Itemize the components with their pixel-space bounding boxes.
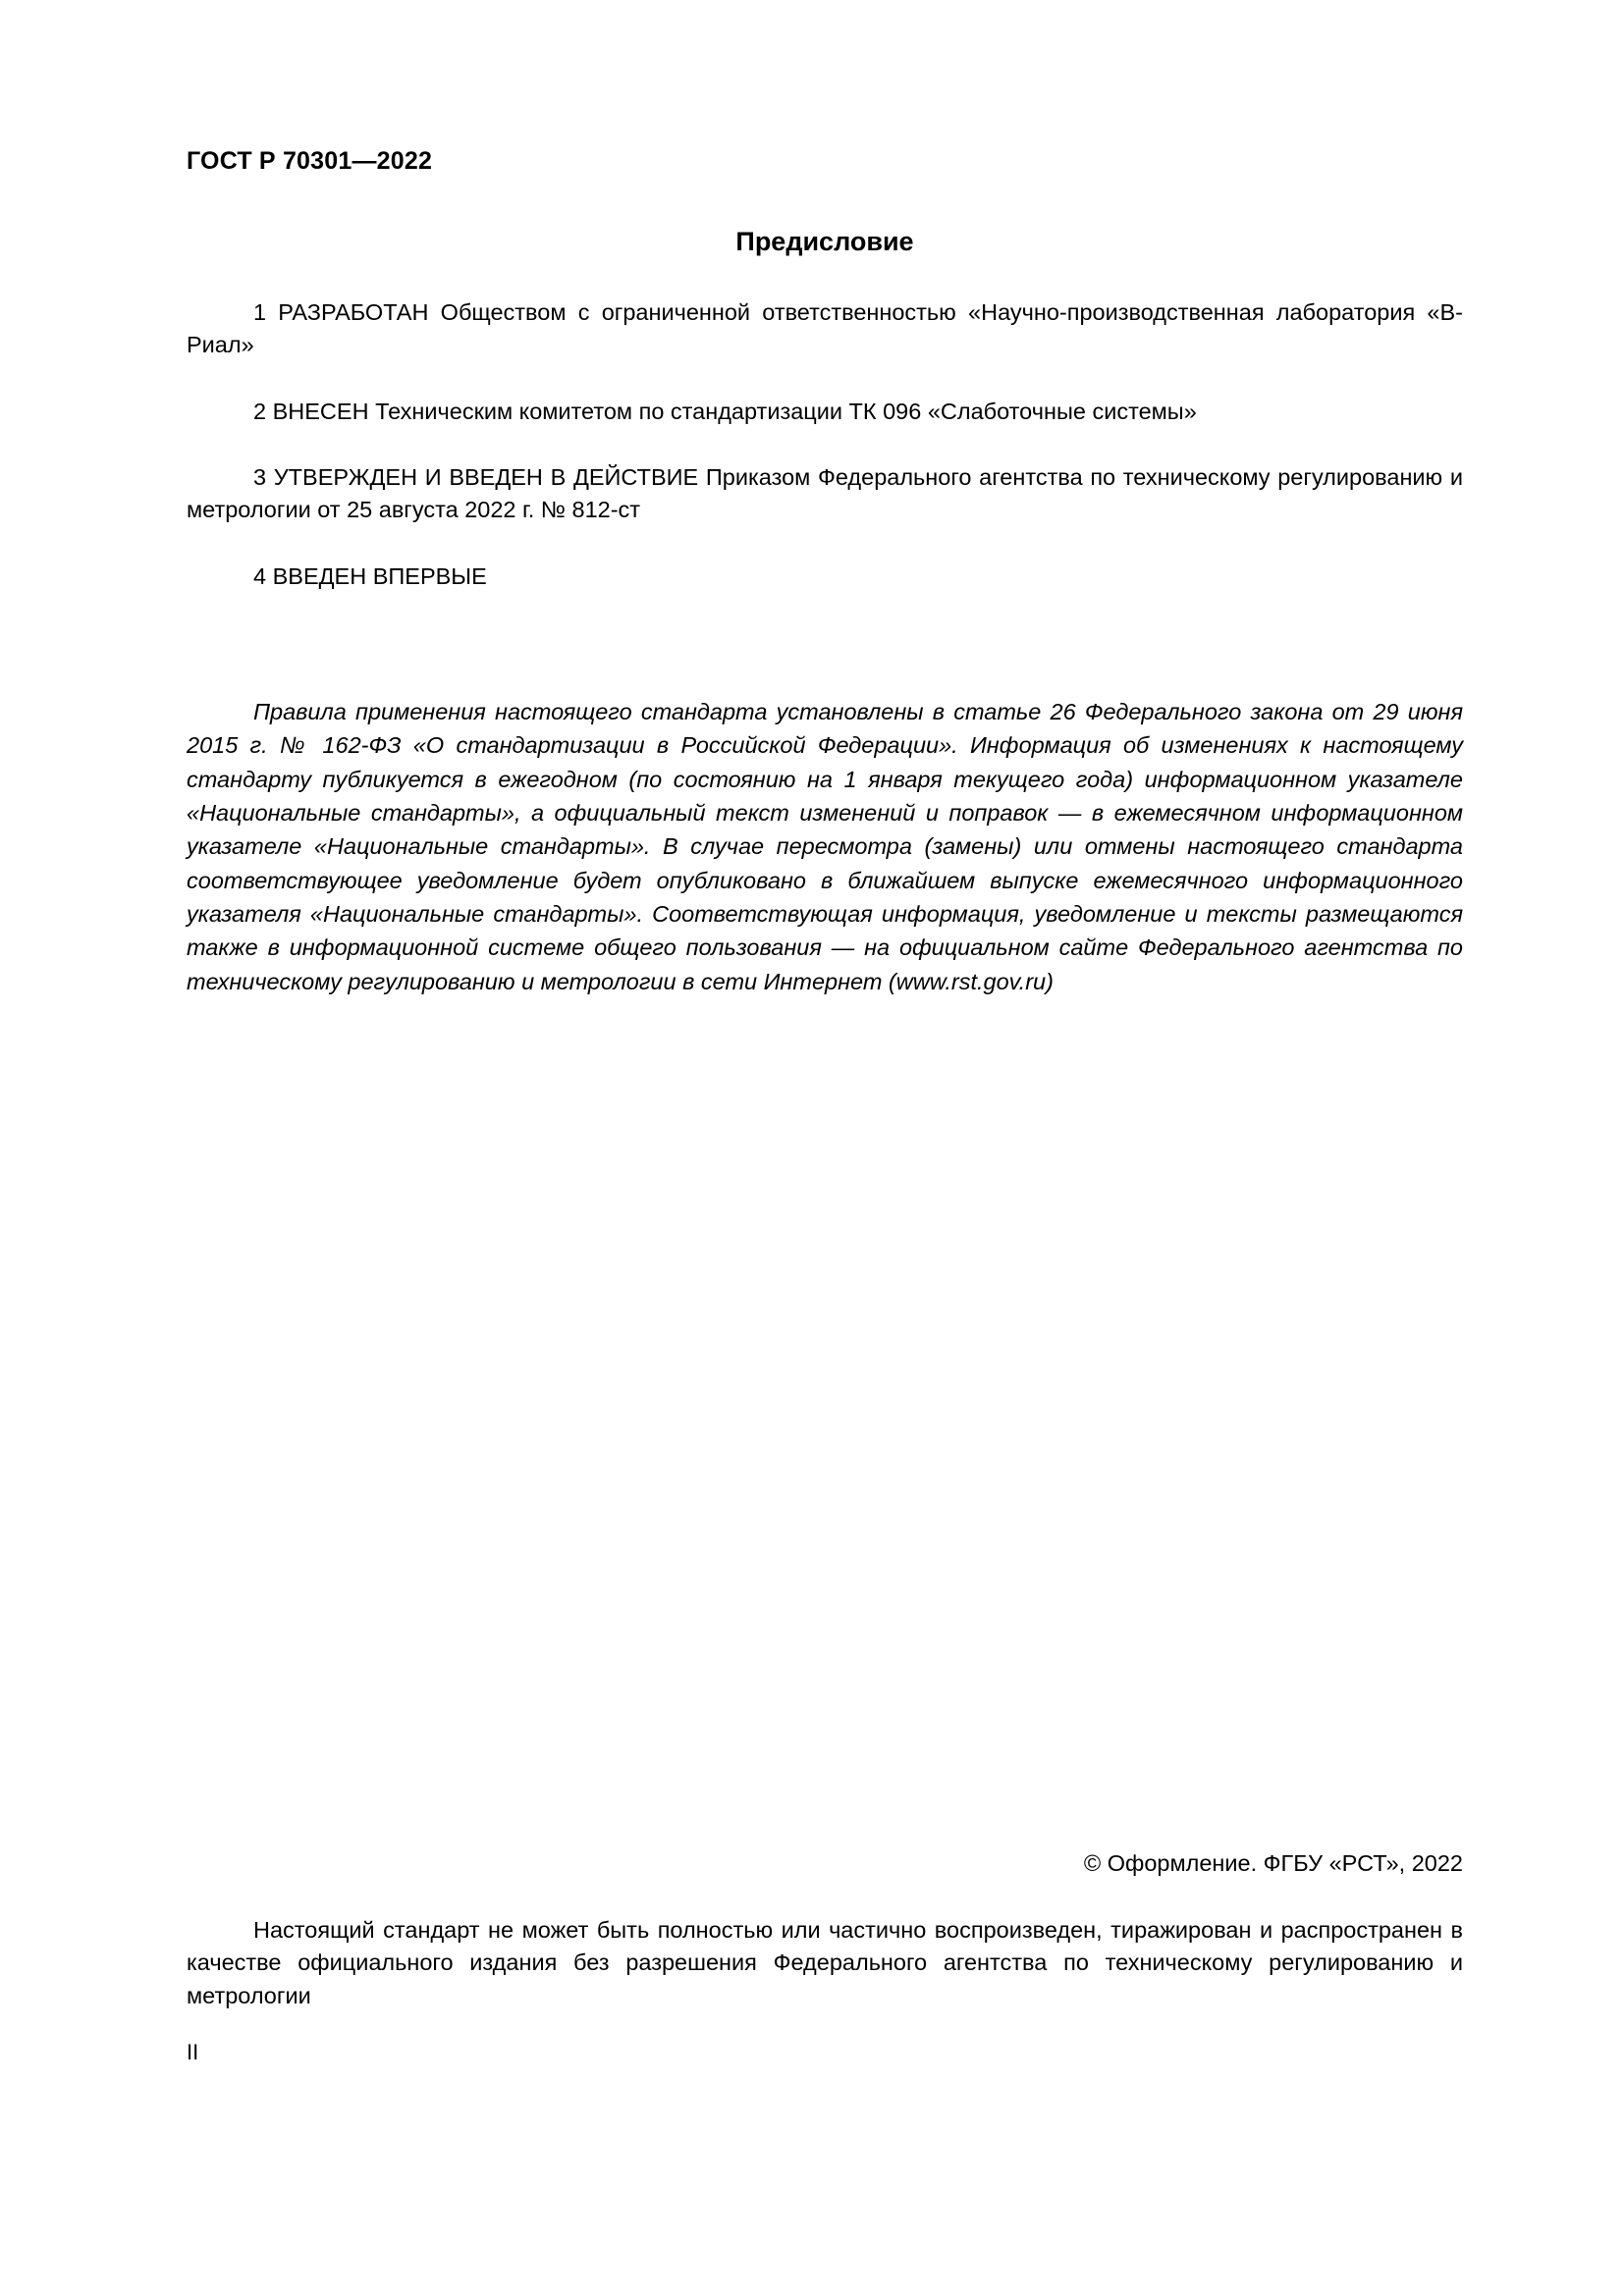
reproduction-restriction-note: Настоящий стандарт не может быть полностью или частично воспроизведен, тиражирован и распространен в качестве официального издания без разрешения Федерального агентства по техническому регулированию и метрологии	[187, 1917, 1463, 2008]
section-title: Предисловие	[735, 227, 914, 256]
foreword-item-2: 2 ВНЕСЕН Техническим комитетом по стандартизации ТК 096 «Слаботочные системы»	[253, 398, 1197, 424]
page-number: II	[187, 2040, 199, 2064]
rules-of-application-paragraph: Правила применения настоящего стандарта установлены в статье 26 Федерального закона от 29 июня 2015 г. № 162-ФЗ «О стандартизации в Российской Федерации». Информация об изменениях к настоящему стандарту публикуется в ежегодном (по состоянию на 1 января текущего года) информационном указателе «Национальные стандарты», а официальный текст изменений и поправок — в ежемесячном информационном указателе «Национальные стандарты». В случае пересмотра (замены) или отмены настоящего стандарта соответствующее уведомление будет опубликовано в ближайшем выпуске ежемесячного информационного указателя «Национальные стандарты». Соответствующая информация, уведомление и тексты размещаются также в информационной системе общего пользования — на официальном сайте Федерального агентства по техническому регулированию и метрологии в сети Интернет (www.rst.gov.ru)	[187, 699, 1463, 994]
rules-of-application-block	[187, 695, 1463, 998]
foreword-item-4: 4 ВВЕДЕН ВПЕРВЫЕ	[253, 562, 487, 589]
copyright-notice: © Оформление. ФГБУ «РСТ», 2022	[1083, 1850, 1463, 1876]
foreword-item-3: 3 УТВЕРЖДЕН И ВВЕДЕН В ДЕЙСТВИЕ Приказом Федерального агентства по техническому регулированию и метрологии от 25 августа 2022 г. № 812-ст	[187, 464, 1463, 523]
foreword-item-1: 1 РАЗРАБОТАН Обществом с ограниченной ответственностью «Научно-производственная лаборатория «В-Риал»	[187, 299, 1463, 358]
page-content	[187, 147, 1463, 998]
standard-designation-header: ГОСТ Р 70301—2022	[187, 147, 433, 175]
